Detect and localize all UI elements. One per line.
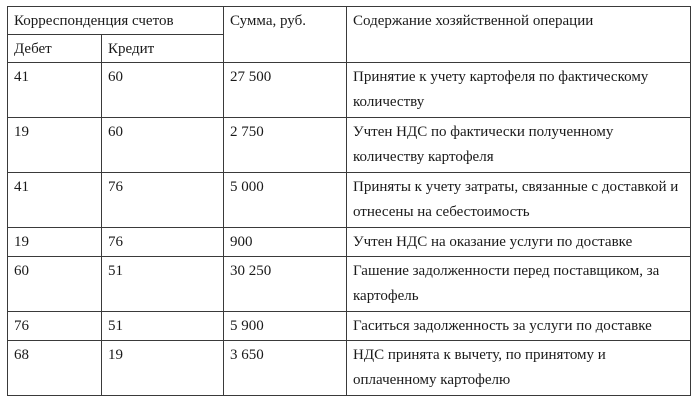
- cell-content: Приняты к учету затраты, связанные с доставкой и отнесены на себестоимость: [347, 173, 691, 228]
- cell-debit: 41: [8, 173, 102, 228]
- cell-amount: 5 000: [224, 173, 347, 228]
- cell-debit: 76: [8, 312, 102, 341]
- cell-amount: 2 750: [224, 118, 347, 173]
- cell-content: Учтен НДС на оказание услуги по доставке: [347, 228, 691, 257]
- cell-amount: 900: [224, 228, 347, 257]
- accounting-entries-table: [7, 6, 691, 396]
- cell-content: Гашение задолженности перед поставщиком, за картофель: [347, 257, 691, 312]
- cell-content: Гаситься задолженность за услуги по доставке: [347, 312, 691, 341]
- cell-amount: 27 500: [224, 63, 347, 118]
- cell-credit: 60: [102, 63, 224, 118]
- cell-credit: 76: [102, 173, 224, 228]
- cell-debit: 60: [8, 257, 102, 312]
- cell-content: Принятие к учету картофеля по фактическому количеству: [347, 63, 691, 118]
- cell-credit: 76: [102, 228, 224, 257]
- table-row: [8, 341, 691, 396]
- header-amount: Сумма, руб.: [224, 7, 347, 63]
- table-row: [8, 63, 691, 118]
- header-operation-content: Содержание хозяйственной операции: [347, 7, 691, 63]
- header-credit: Кредит: [102, 35, 224, 63]
- cell-amount: 30 250: [224, 257, 347, 312]
- cell-amount: 5 900: [224, 312, 347, 341]
- table-row: [8, 312, 691, 341]
- cell-credit: 60: [102, 118, 224, 173]
- cell-debit: 41: [8, 63, 102, 118]
- cell-debit: 68: [8, 341, 102, 396]
- table-row: [8, 228, 691, 257]
- table-row: [8, 173, 691, 228]
- cell-credit: 51: [102, 312, 224, 341]
- cell-content: НДС принята к вычету, по принятому и оплаченному картофелю: [347, 341, 691, 396]
- cell-amount: 3 650: [224, 341, 347, 396]
- cell-debit: 19: [8, 228, 102, 257]
- table-row: [8, 118, 691, 173]
- header-account-correspondence: Корреспонденция счетов: [8, 7, 224, 35]
- cell-debit: 19: [8, 118, 102, 173]
- cell-credit: 51: [102, 257, 224, 312]
- header-debit: Дебет: [8, 35, 102, 63]
- table-row: [8, 257, 691, 312]
- cell-credit: 19: [102, 341, 224, 396]
- table-header-row: [8, 7, 691, 35]
- cell-content: Учтен НДС по фактически полученному количеству картофеля: [347, 118, 691, 173]
